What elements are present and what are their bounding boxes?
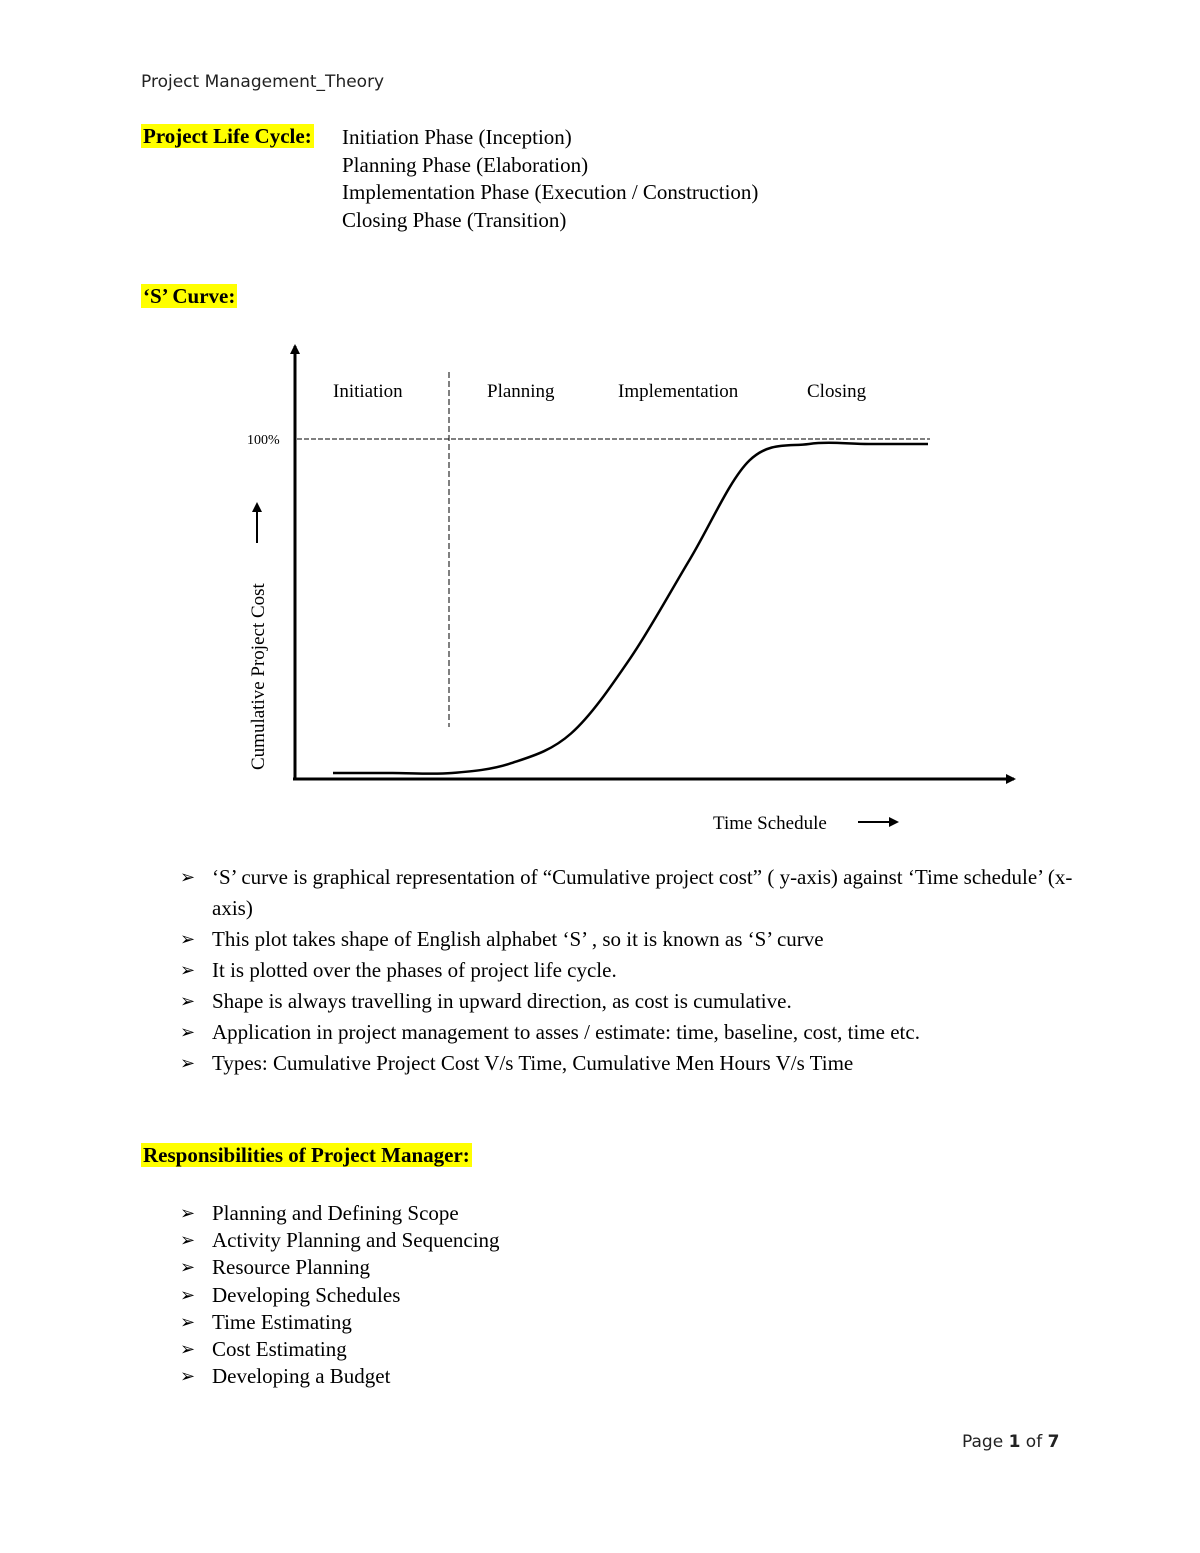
phase-label-planning: Planning (487, 381, 555, 402)
arrow-bullet-icon: ➢ (180, 1284, 196, 1306)
responsibilities-list (180, 1200, 500, 1390)
responsibilities-heading (141, 1143, 472, 1168)
s-curve-bullet-list (180, 862, 1080, 1079)
arrow-bullet-icon: ➢ (180, 1203, 196, 1224)
list-item (180, 1200, 500, 1227)
list-item (180, 1227, 500, 1254)
list-item (180, 1282, 500, 1309)
arrow-bullet-icon: ➢ (180, 1257, 196, 1279)
bullet-text: ‘S’ curve is graphical representation of “Cumulative project cost” ( y-axis) against ‘Time schedule’ (x-axis) (212, 865, 1073, 920)
phase-label-implementation: Implementation (618, 381, 739, 402)
page-number: Page 1 of 7 (962, 1432, 1060, 1452)
list-item (180, 1048, 1080, 1079)
bullet-text: Types: Cumulative Project Cost V/s Time, Cumulative Men Hours V/s Time (212, 1051, 854, 1075)
arrow-bullet-icon: ➢ (180, 1230, 196, 1252)
list-item (180, 986, 1080, 1017)
phase-item: Planning Phase (Elaboration) (342, 152, 589, 177)
responsibility-text: Activity Planning and Sequencing (212, 1228, 500, 1253)
bullet-text: This plot takes shape of English alphabet ‘S’ , so it is known as ‘S’ curve (212, 927, 824, 951)
arrow-bullet-icon: ➢ (180, 1311, 196, 1333)
bullet-text: It is plotted over the phases of project life cycle. (212, 958, 617, 982)
bullet-text: Application in project management to asses / estimate: time, baseline, cost, time etc. (212, 1020, 920, 1044)
responsibility-text: Time Estimating (212, 1309, 352, 1334)
phase-item: Closing Phase (Transition) (342, 207, 567, 232)
y-axis-label: Cumulative Project Cost (248, 583, 269, 770)
phase-label-initiation: Initiation (333, 381, 403, 402)
arrow-bullet-icon: ➢ (180, 1053, 196, 1074)
list-item (180, 1309, 500, 1336)
list-item (180, 862, 1080, 924)
bullet-text: Shape is always travelling in upward direction, as cost is cumulative. (212, 989, 792, 1013)
y-axis-title (248, 582, 269, 770)
list-item (180, 1017, 1080, 1048)
s-curve-line (333, 443, 928, 774)
phase-label-closing: Closing (807, 381, 867, 402)
list-item (180, 955, 1080, 986)
responsibilities-title: Responsibilities of Project Manager: (143, 1143, 470, 1167)
page-header: Project Management_Theory (141, 72, 385, 92)
list-item (180, 1254, 500, 1281)
arrow-bullet-icon: ➢ (180, 929, 196, 950)
list-item (180, 1363, 500, 1390)
list-item (180, 1336, 500, 1363)
responsibility-text: Planning and Defining Scope (212, 1201, 459, 1225)
phase-item: Initiation Phase (Inception) (342, 125, 572, 149)
arrow-bullet-icon: ➢ (180, 1339, 196, 1361)
reference-label-100: 100% (247, 433, 280, 448)
arrow-bullet-icon: ➢ (180, 991, 196, 1012)
arrow-bullet-icon: ➢ (180, 867, 196, 888)
arrow-bullet-icon: ➢ (180, 1366, 196, 1388)
s-curve-title: ‘S’ Curve: (143, 284, 236, 308)
responsibility-text: Developing Schedules (212, 1282, 401, 1307)
responsibility-text: Resource Planning (212, 1255, 371, 1280)
life-cycle-label: Project Life Cycle: (143, 124, 312, 148)
list-item (180, 924, 1080, 955)
responsibility-text: Developing a Budget (212, 1364, 391, 1389)
arrow-bullet-icon: ➢ (180, 960, 196, 981)
phase-item: Implementation Phase (Execution / Construction) (342, 180, 759, 204)
x-axis-label: Time Schedule (713, 813, 827, 834)
arrow-bullet-icon: ➢ (180, 1022, 196, 1043)
responsibility-text: Cost Estimating (212, 1337, 347, 1362)
